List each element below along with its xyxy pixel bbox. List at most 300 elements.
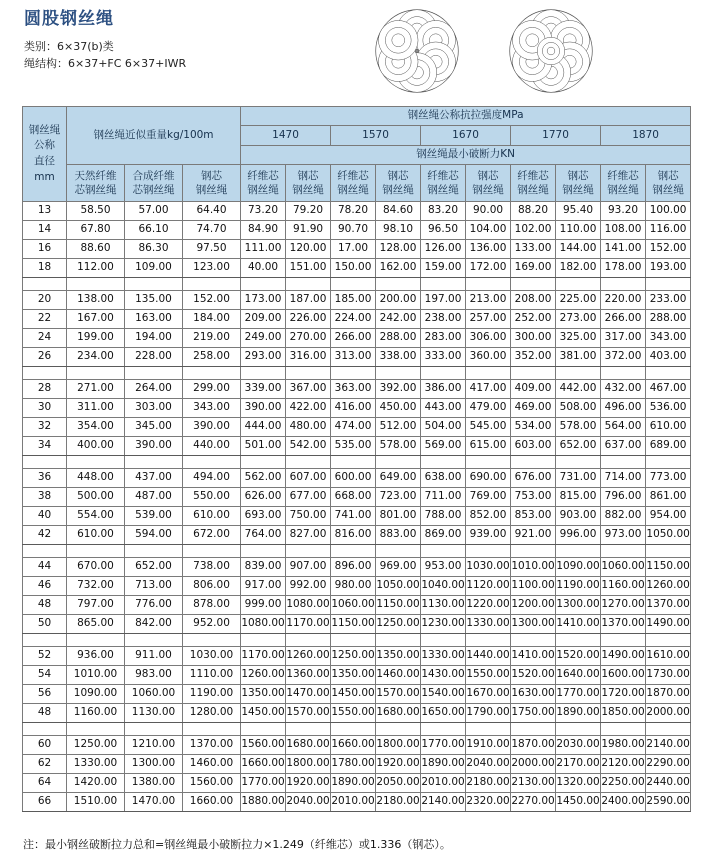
cell-breaking-force-8: 432.00: [601, 380, 646, 399]
table-row: [23, 755, 691, 774]
cell-breaking-force-9: 1260.00: [646, 577, 691, 596]
cell-nominal-diameter: 36: [23, 469, 67, 488]
cell-breaking-force-1: 91.90: [286, 221, 331, 240]
cell-breaking-force-3: 883.00: [376, 526, 421, 545]
structure-value: 6×37+FC 6×37+IWR: [68, 56, 187, 70]
cell-breaking-force-3: 1050.00: [376, 577, 421, 596]
cell-breaking-force-6: 1630.00: [511, 685, 556, 704]
cell-breaking-force-7: 2170.00: [556, 755, 601, 774]
grade-1770: 1770: [511, 126, 601, 146]
spacer-cell: [125, 367, 183, 380]
cell-breaking-force-9: 954.00: [646, 507, 691, 526]
spacer-cell: [183, 278, 241, 291]
cell-nominal-diameter: 52: [23, 647, 67, 666]
cell-breaking-force-1: 79.20: [286, 202, 331, 221]
spacer-cell: [511, 723, 556, 736]
spacer-cell: [376, 723, 421, 736]
cell-breaking-force-8: 141.00: [601, 240, 646, 259]
cell-breaking-force-4: 1770.00: [421, 736, 466, 755]
cell-breaking-force-4: 2140.00: [421, 793, 466, 812]
cell-breaking-force-1: 151.00: [286, 259, 331, 278]
table-row: [23, 221, 691, 240]
spacer-cell: [376, 367, 421, 380]
cell-weight-0: 500.00: [67, 488, 125, 507]
cell-nominal-diameter: 34: [23, 437, 67, 456]
spacer-cell: [241, 723, 286, 736]
grade-1870: 1870: [601, 126, 691, 146]
cell-breaking-force-8: 108.00: [601, 221, 646, 240]
cell-breaking-force-7: 1300.00: [556, 596, 601, 615]
cell-breaking-force-8: 637.00: [601, 437, 646, 456]
cell-breaking-force-6: 469.00: [511, 399, 556, 418]
spacer-cell: [286, 278, 331, 291]
spacer-cell: [556, 723, 601, 736]
cell-breaking-force-5: 690.00: [466, 469, 511, 488]
cell-breaking-force-0: 1260.00: [241, 666, 286, 685]
cell-nominal-diameter: 26: [23, 348, 67, 367]
subcol-1570-steel-core: [376, 165, 421, 202]
cell-breaking-force-6: 921.00: [511, 526, 556, 545]
cell-weight-0: 670.00: [67, 558, 125, 577]
cell-breaking-force-6: 102.00: [511, 221, 556, 240]
spacer-cell: [556, 456, 601, 469]
cell-breaking-force-7: 95.40: [556, 202, 601, 221]
cell-weight-1: 1130.00: [125, 704, 183, 723]
cell-breaking-force-5: 213.00: [466, 291, 511, 310]
spacer-cell: [421, 367, 466, 380]
subcol-line-2: 钢丝绳: [472, 184, 504, 196]
cell-weight-0: 1330.00: [67, 755, 125, 774]
cell-breaking-force-2: 1250.00: [331, 647, 376, 666]
cell-breaking-force-1: 480.00: [286, 418, 331, 437]
cell-breaking-force-9: 343.00: [646, 329, 691, 348]
cell-breaking-force-8: 93.20: [601, 202, 646, 221]
subcol-line-2: 钢丝绳: [427, 184, 459, 196]
cell-weight-1: 303.00: [125, 399, 183, 418]
wire-core-rope-icon: [508, 8, 594, 94]
cell-breaking-force-0: 390.00: [241, 399, 286, 418]
subcol-line-2: 芯钢丝绳: [74, 184, 117, 196]
cell-nominal-diameter: 48: [23, 704, 67, 723]
cell-breaking-force-0: 1350.00: [241, 685, 286, 704]
cell-breaking-force-6: 2270.00: [511, 793, 556, 812]
cell-breaking-force-6: 603.00: [511, 437, 556, 456]
cell-breaking-force-8: 564.00: [601, 418, 646, 437]
cell-breaking-force-8: 1060.00: [601, 558, 646, 577]
cell-breaking-force-0: 293.00: [241, 348, 286, 367]
table-group-spacer: [23, 456, 691, 469]
spacer-cell: [286, 456, 331, 469]
cell-weight-0: 1090.00: [67, 685, 125, 704]
cell-breaking-force-7: 578.00: [556, 418, 601, 437]
cell-breaking-force-6: 534.00: [511, 418, 556, 437]
table-row: [23, 380, 691, 399]
subcol-synthetic-fiber-core: [125, 165, 183, 202]
cell-breaking-force-5: 939.00: [466, 526, 511, 545]
cell-breaking-force-1: 607.00: [286, 469, 331, 488]
spacer-cell: [376, 545, 421, 558]
cell-breaking-force-3: 1350.00: [376, 647, 421, 666]
cell-breaking-force-1: 1800.00: [286, 755, 331, 774]
cell-breaking-force-8: 2250.00: [601, 774, 646, 793]
grade-1670: 1670: [421, 126, 511, 146]
cell-breaking-force-5: 2040.00: [466, 755, 511, 774]
cell-breaking-force-6: 252.00: [511, 310, 556, 329]
cell-breaking-force-2: 1150.00: [331, 615, 376, 634]
spacer-cell: [331, 367, 376, 380]
cell-breaking-force-2: 896.00: [331, 558, 376, 577]
table-row: [23, 488, 691, 507]
cell-nominal-diameter: 30: [23, 399, 67, 418]
cell-breaking-force-9: 689.00: [646, 437, 691, 456]
cell-weight-1: 57.00: [125, 202, 183, 221]
cell-breaking-force-8: 220.00: [601, 291, 646, 310]
cell-breaking-force-2: 185.00: [331, 291, 376, 310]
cell-breaking-force-0: 626.00: [241, 488, 286, 507]
cell-breaking-force-2: 78.20: [331, 202, 376, 221]
cell-breaking-force-9: 2290.00: [646, 755, 691, 774]
cell-breaking-force-3: 801.00: [376, 507, 421, 526]
spacer-cell: [556, 545, 601, 558]
spacer-cell: [286, 367, 331, 380]
cell-breaking-force-6: 1750.00: [511, 704, 556, 723]
cell-weight-0: 354.00: [67, 418, 125, 437]
cell-weight-2: 1460.00: [183, 755, 241, 774]
cell-breaking-force-7: 1640.00: [556, 666, 601, 685]
table-group-spacer: [23, 278, 691, 291]
cell-breaking-force-5: 257.00: [466, 310, 511, 329]
cell-breaking-force-7: 815.00: [556, 488, 601, 507]
cell-breaking-force-8: 2400.00: [601, 793, 646, 812]
subcol-steel-core-weight: [183, 165, 241, 202]
subcol-line-2: 钢丝绳: [247, 184, 279, 196]
cell-weight-0: 234.00: [67, 348, 125, 367]
cell-breaking-force-1: 270.00: [286, 329, 331, 348]
cell-weight-0: 732.00: [67, 577, 125, 596]
cell-breaking-force-0: 1770.00: [241, 774, 286, 793]
cell-breaking-force-0: 917.00: [241, 577, 286, 596]
cell-breaking-force-3: 1570.00: [376, 685, 421, 704]
spacer-cell: [183, 367, 241, 380]
cell-breaking-force-8: 496.00: [601, 399, 646, 418]
cell-nominal-diameter: 48: [23, 596, 67, 615]
cell-weight-1: 487.00: [125, 488, 183, 507]
spacer-cell: [646, 634, 691, 647]
cell-breaking-force-5: 1910.00: [466, 736, 511, 755]
subcol-line-1: 钢芯: [297, 169, 319, 182]
cell-breaking-force-3: 2050.00: [376, 774, 421, 793]
cell-weight-1: 86.30: [125, 240, 183, 259]
cell-breaking-force-3: 512.00: [376, 418, 421, 437]
cell-breaking-force-6: 352.00: [511, 348, 556, 367]
spacer-cell: [23, 367, 67, 380]
cell-breaking-force-5: 136.00: [466, 240, 511, 259]
spacer-cell: [421, 545, 466, 558]
structure-line: [24, 55, 186, 72]
cell-breaking-force-4: 333.00: [421, 348, 466, 367]
table-row: [23, 704, 691, 723]
cell-breaking-force-0: 444.00: [241, 418, 286, 437]
cell-breaking-force-4: 711.00: [421, 488, 466, 507]
cell-weight-2: 806.00: [183, 577, 241, 596]
cell-breaking-force-9: 1050.00: [646, 526, 691, 545]
cell-breaking-force-2: 224.00: [331, 310, 376, 329]
cell-weight-0: 199.00: [67, 329, 125, 348]
cell-weight-0: 112.00: [67, 259, 125, 278]
cell-breaking-force-0: 1080.00: [241, 615, 286, 634]
table-head: [23, 107, 691, 202]
table-row: [23, 291, 691, 310]
cell-breaking-force-5: 769.00: [466, 488, 511, 507]
cell-breaking-force-2: 313.00: [331, 348, 376, 367]
grade-1570: 1570: [331, 126, 421, 146]
subcol-line-2: 钢丝绳: [292, 184, 324, 196]
cell-weight-1: 1300.00: [125, 755, 183, 774]
cell-breaking-force-7: 652.00: [556, 437, 601, 456]
cell-breaking-force-9: 288.00: [646, 310, 691, 329]
subcol-line-1: 钢芯: [567, 169, 589, 182]
cell-weight-0: 138.00: [67, 291, 125, 310]
spacer-cell: [67, 634, 125, 647]
subcol-line-1: 钢芯: [201, 169, 223, 182]
cell-nominal-diameter: 22: [23, 310, 67, 329]
spacer-cell: [601, 367, 646, 380]
subcol-natural-fiber-core: [67, 165, 125, 202]
table-row: [23, 685, 691, 704]
table-row: [23, 240, 691, 259]
cell-weight-0: 936.00: [67, 647, 125, 666]
dia-line-4: mm: [34, 170, 55, 183]
subcol-1770-fiber-core: [511, 165, 556, 202]
cell-breaking-force-2: 668.00: [331, 488, 376, 507]
table-row: [23, 736, 691, 755]
subcol-line-1: 纤维芯: [337, 169, 369, 182]
cell-breaking-force-3: 338.00: [376, 348, 421, 367]
cell-breaking-force-3: 1460.00: [376, 666, 421, 685]
cell-weight-1: 713.00: [125, 577, 183, 596]
header-row-1: [23, 107, 691, 126]
cell-breaking-force-4: 1040.00: [421, 577, 466, 596]
cell-breaking-force-8: 1270.00: [601, 596, 646, 615]
cell-nominal-diameter: 64: [23, 774, 67, 793]
table-group-spacer: [23, 545, 691, 558]
spacer-cell: [646, 367, 691, 380]
cell-breaking-force-7: 325.00: [556, 329, 601, 348]
cell-breaking-force-5: 2320.00: [466, 793, 511, 812]
cell-breaking-force-3: 1800.00: [376, 736, 421, 755]
table-row: [23, 596, 691, 615]
spacer-cell: [556, 634, 601, 647]
cell-weight-2: 390.00: [183, 418, 241, 437]
cell-breaking-force-4: 197.00: [421, 291, 466, 310]
spacer-cell: [67, 367, 125, 380]
cell-weight-0: 797.00: [67, 596, 125, 615]
cell-breaking-force-8: 1370.00: [601, 615, 646, 634]
cell-breaking-force-6: 169.00: [511, 259, 556, 278]
spacer-cell: [511, 367, 556, 380]
cell-weight-1: 911.00: [125, 647, 183, 666]
dia-line-1: 钢丝绳: [28, 123, 61, 136]
cell-weight-2: 343.00: [183, 399, 241, 418]
cell-breaking-force-9: 2590.00: [646, 793, 691, 812]
subcol-line-1: 合成纤维: [132, 169, 175, 182]
cell-nominal-diameter: 24: [23, 329, 67, 348]
cell-breaking-force-1: 1080.00: [286, 596, 331, 615]
cell-breaking-force-5: 615.00: [466, 437, 511, 456]
cell-breaking-force-6: 2000.00: [511, 755, 556, 774]
cell-nominal-diameter: 20: [23, 291, 67, 310]
cell-breaking-force-4: 126.00: [421, 240, 466, 259]
spacer-cell: [466, 278, 511, 291]
cell-breaking-force-7: 903.00: [556, 507, 601, 526]
cell-weight-0: 271.00: [67, 380, 125, 399]
cell-breaking-force-7: 273.00: [556, 310, 601, 329]
cell-breaking-force-3: 288.00: [376, 329, 421, 348]
dia-line-2: 公称: [34, 139, 55, 152]
subcol-line-1: 钢芯: [387, 169, 409, 182]
wire-core-rope-cross-section: [508, 8, 594, 94]
cell-breaking-force-2: 1060.00: [331, 596, 376, 615]
cell-weight-1: 228.00: [125, 348, 183, 367]
cell-breaking-force-6: 1410.00: [511, 647, 556, 666]
cell-breaking-force-3: 98.10: [376, 221, 421, 240]
cell-weight-1: 163.00: [125, 310, 183, 329]
cell-breaking-force-7: 110.00: [556, 221, 601, 240]
spacer-cell: [286, 545, 331, 558]
cell-breaking-force-1: 316.00: [286, 348, 331, 367]
cell-weight-1: 109.00: [125, 259, 183, 278]
subcol-line-2: 钢丝绳: [652, 184, 684, 196]
cell-weight-1: 345.00: [125, 418, 183, 437]
cell-nominal-diameter: 66: [23, 793, 67, 812]
cell-breaking-force-0: 173.00: [241, 291, 286, 310]
cell-weight-1: 1210.00: [125, 736, 183, 755]
cell-breaking-force-7: 731.00: [556, 469, 601, 488]
table-row: [23, 774, 691, 793]
cell-breaking-force-0: 1560.00: [241, 736, 286, 755]
cell-breaking-force-9: 467.00: [646, 380, 691, 399]
spacer-cell: [23, 723, 67, 736]
cell-breaking-force-9: 403.00: [646, 348, 691, 367]
spacer-cell: [511, 545, 556, 558]
table-row: [23, 259, 691, 278]
cell-weight-2: 152.00: [183, 291, 241, 310]
cell-breaking-force-6: 88.20: [511, 202, 556, 221]
cell-breaking-force-8: 796.00: [601, 488, 646, 507]
cell-breaking-force-7: 381.00: [556, 348, 601, 367]
spacer-cell: [331, 723, 376, 736]
cell-breaking-force-5: 479.00: [466, 399, 511, 418]
page-title: 圆股钢丝绳: [24, 9, 114, 29]
cell-breaking-force-4: 238.00: [421, 310, 466, 329]
cell-breaking-force-0: 764.00: [241, 526, 286, 545]
subcol-1770-steel-core: [556, 165, 601, 202]
cell-breaking-force-1: 1470.00: [286, 685, 331, 704]
cell-breaking-force-0: 693.00: [241, 507, 286, 526]
subcol-1470-steel-core: [286, 165, 331, 202]
cell-breaking-force-9: 1370.00: [646, 596, 691, 615]
cell-breaking-force-3: 128.00: [376, 240, 421, 259]
cell-weight-2: 1370.00: [183, 736, 241, 755]
col-header-tensile-strength: 钢丝绳公称抗拉强度MPa: [241, 107, 691, 126]
cell-breaking-force-5: 360.00: [466, 348, 511, 367]
spacer-cell: [511, 278, 556, 291]
cell-nominal-diameter: 32: [23, 418, 67, 437]
cell-weight-0: 865.00: [67, 615, 125, 634]
cell-breaking-force-1: 827.00: [286, 526, 331, 545]
cell-breaking-force-9: 233.00: [646, 291, 691, 310]
cell-breaking-force-6: 753.00: [511, 488, 556, 507]
spacer-cell: [241, 278, 286, 291]
cell-breaking-force-8: 2120.00: [601, 755, 646, 774]
cell-breaking-force-7: 1090.00: [556, 558, 601, 577]
cell-breaking-force-6: 1870.00: [511, 736, 556, 755]
spacer-cell: [23, 456, 67, 469]
spec-table-wrap: [22, 106, 690, 812]
table-row: [23, 310, 691, 329]
cell-breaking-force-9: 100.00: [646, 202, 691, 221]
col-header-approx-weight: 钢丝绳近似重量kg/100m: [67, 107, 241, 165]
subcol-line-2: 钢丝绳: [337, 184, 369, 196]
cell-weight-2: 74.70: [183, 221, 241, 240]
table-footnote: 注：最小钢丝破断拉力总和=钢丝绳最小破断拉力×1.249（纤维芯）或1.336（钢芯）。: [23, 838, 451, 851]
cell-weight-1: 1470.00: [125, 793, 183, 812]
cell-nominal-diameter: 60: [23, 736, 67, 755]
cell-breaking-force-5: 1550.00: [466, 666, 511, 685]
cell-breaking-force-3: 1150.00: [376, 596, 421, 615]
title-block: [24, 10, 186, 72]
fiber-core-rope-cross-section: [374, 8, 460, 94]
cell-weight-2: 1190.00: [183, 685, 241, 704]
fiber-core-rope-icon: [374, 8, 460, 94]
spacer-cell: [511, 634, 556, 647]
cell-nominal-diameter: 38: [23, 488, 67, 507]
cell-breaking-force-1: 187.00: [286, 291, 331, 310]
cell-breaking-force-5: 1030.00: [466, 558, 511, 577]
cell-breaking-force-3: 578.00: [376, 437, 421, 456]
cell-breaking-force-1: 2040.00: [286, 793, 331, 812]
spacer-cell: [125, 278, 183, 291]
cell-weight-0: 554.00: [67, 507, 125, 526]
cell-breaking-force-4: 1130.00: [421, 596, 466, 615]
cell-breaking-force-6: 133.00: [511, 240, 556, 259]
cell-breaking-force-4: 386.00: [421, 380, 466, 399]
cell-breaking-force-0: 209.00: [241, 310, 286, 329]
cell-breaking-force-8: 317.00: [601, 329, 646, 348]
cell-nominal-diameter: 56: [23, 685, 67, 704]
cell-breaking-force-8: 714.00: [601, 469, 646, 488]
subcol-line-2: 钢丝绳: [607, 184, 639, 196]
cell-breaking-force-0: 1170.00: [241, 647, 286, 666]
cell-weight-2: 184.00: [183, 310, 241, 329]
subcol-line-2: 芯钢丝绳: [132, 184, 175, 196]
spacer-cell: [376, 278, 421, 291]
cell-weight-1: 390.00: [125, 437, 183, 456]
cell-breaking-force-5: 1120.00: [466, 577, 511, 596]
cell-nominal-diameter: 54: [23, 666, 67, 685]
spacer-cell: [241, 634, 286, 647]
cell-breaking-force-1: 907.00: [286, 558, 331, 577]
cell-breaking-force-7: 182.00: [556, 259, 601, 278]
cell-breaking-force-2: 1450.00: [331, 685, 376, 704]
rope-figures: [372, 8, 692, 94]
cell-weight-0: 400.00: [67, 437, 125, 456]
cell-nominal-diameter: 28: [23, 380, 67, 399]
cell-breaking-force-5: 90.00: [466, 202, 511, 221]
spacer-cell: [646, 278, 691, 291]
cell-breaking-force-0: 562.00: [241, 469, 286, 488]
cell-weight-0: 67.80: [67, 221, 125, 240]
